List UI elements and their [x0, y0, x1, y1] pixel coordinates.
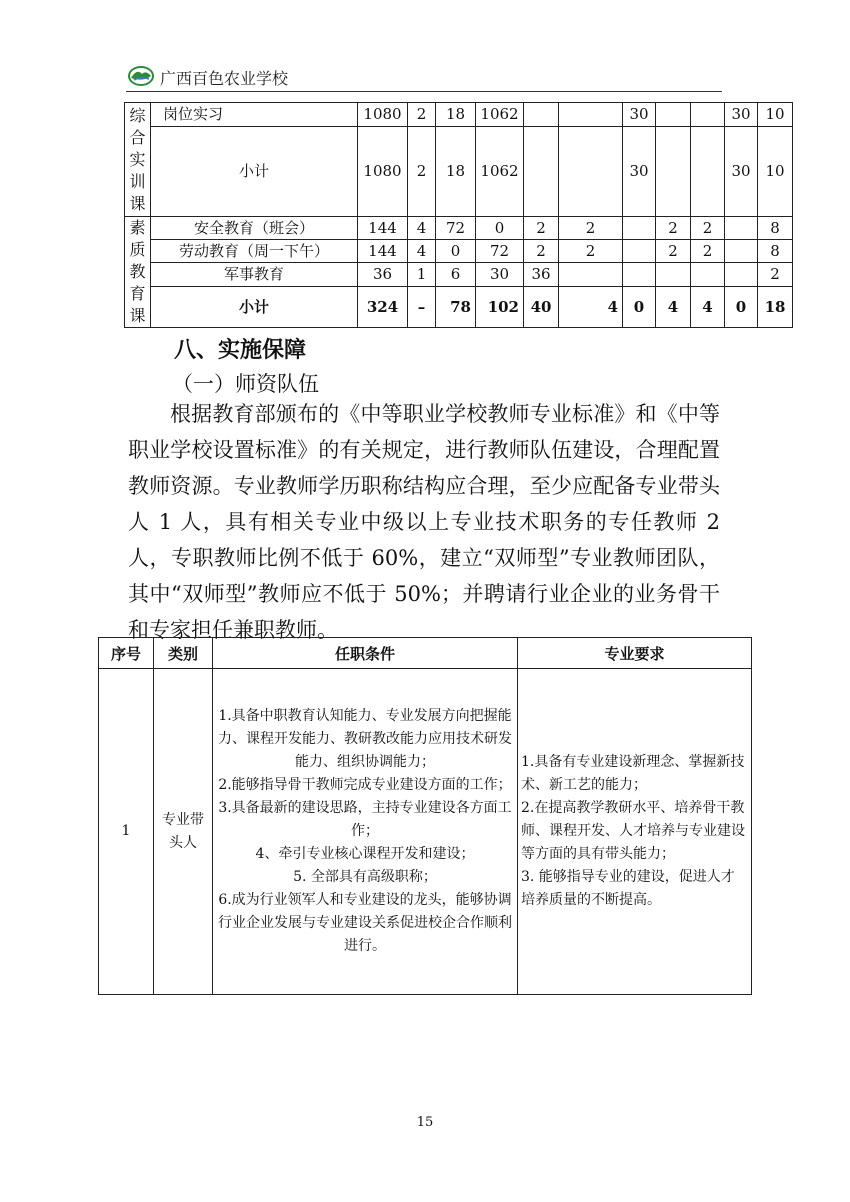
table-cell [691, 103, 725, 127]
course-name: 岗位实习 [151, 103, 358, 127]
table-row [125, 240, 793, 263]
table-cell [623, 217, 656, 240]
table-header-row [99, 638, 752, 669]
table-row [125, 263, 793, 287]
table-cell [524, 127, 559, 217]
table-cell: 72 [436, 217, 476, 240]
table-cell: 8 [758, 217, 793, 240]
table-cell: 78 [436, 287, 476, 328]
table-cell [559, 263, 623, 287]
table-cell: 30 [623, 127, 656, 217]
table-cell: 0 [436, 240, 476, 263]
table-cell [691, 127, 725, 217]
table-row [99, 669, 752, 995]
table-cell: 2 [691, 217, 725, 240]
table-cell [656, 127, 691, 217]
table-cell: – [408, 287, 436, 328]
table-cell: 324 [358, 287, 408, 328]
table-cell: 30 [725, 127, 758, 217]
row-index: 1 [99, 669, 154, 995]
section-subtitle: （一）师资队伍 [172, 372, 319, 396]
table-cell: 10 [758, 103, 793, 127]
table-cell [623, 263, 656, 287]
table-cell: 18 [436, 103, 476, 127]
table-cell: 10 [758, 127, 793, 217]
table-cell: 36 [524, 263, 559, 287]
school-name: 广西百色农业学校 [160, 69, 289, 88]
table-cell: 40 [524, 287, 559, 328]
subtotal-row [125, 287, 793, 328]
course-name: 小计 [151, 127, 358, 217]
table-cell: 4 [408, 240, 436, 263]
header-index: 序号 [99, 638, 154, 669]
table-cell: 144 [358, 217, 408, 240]
table-cell: 0 [476, 217, 524, 240]
table-cell: 0 [725, 287, 758, 328]
table-cell: 4 [656, 287, 691, 328]
page-header [126, 60, 722, 94]
table-cell [623, 240, 656, 263]
table-cell: 4 [691, 287, 725, 328]
table-cell: 2 [408, 103, 436, 127]
course-name: 安全教育（班会） [151, 217, 358, 240]
table-cell: 4 [559, 287, 623, 328]
course-name: 军事教育 [151, 263, 358, 287]
table-cell [656, 263, 691, 287]
page-number: 15 [416, 1115, 434, 1130]
table-row [125, 127, 793, 217]
category-cell: 素质教育课 [125, 217, 151, 328]
table-cell: 30 [725, 103, 758, 127]
table-row [125, 103, 793, 127]
table-cell: 2 [524, 240, 559, 263]
table-cell: 2 [408, 127, 436, 217]
row-category: 专业带头人 [154, 669, 213, 995]
school-logo-icon [128, 64, 154, 86]
table-cell: 2 [524, 217, 559, 240]
body-paragraph [128, 396, 720, 648]
table-cell: 30 [623, 103, 656, 127]
table-cell: 8 [758, 240, 793, 263]
table-cell: 18 [758, 287, 793, 328]
table-cell: 2 [559, 240, 623, 263]
table-cell: 1080 [358, 103, 408, 127]
teacher-requirements-table [98, 637, 752, 995]
table-cell: 1080 [358, 127, 408, 217]
table-cell: 1062 [476, 103, 524, 127]
section-title: 八、实施保障 [174, 338, 307, 363]
table-cell: 6 [436, 263, 476, 287]
curriculum-table [124, 102, 793, 328]
table-cell [725, 263, 758, 287]
course-name: 劳动教育（周一下午） [151, 240, 358, 263]
table-cell [725, 240, 758, 263]
category-cell: 综合实训课 [125, 103, 151, 217]
table-row [125, 217, 793, 240]
row-requirements: 1.具备有专业建设新理念、掌握新技术、新工艺的能力； 2.在提高教学教研水平、培养骨干教师、课程开发、人才培养与专业建设等方面的具有带头能力； 3. 能够指导专业的建设，促进人才培养质量的不断提高。 [518, 669, 752, 995]
table-cell: 36 [358, 263, 408, 287]
header-divider [126, 91, 722, 92]
table-cell: 144 [358, 240, 408, 263]
row-conditions: 1.具备中职教育认知能力、专业发展方向把握能力、课程开发能力、教研教改能力应用技术研发能力、组织协调能力； 2.能够指导骨干教师完成专业建设方面的工作； 3.具备最新的建设思路，主持专业建设各方面工作； 4、牵引专业核心课程开发和建设； 5. 全部具有高级职称； 6.成为行业领军人和专业建设的龙头，能够协调行业企业发展与专业建设关系促进校企合作顺利进行。 [213, 669, 518, 995]
table-cell: 102 [476, 287, 524, 328]
table-cell [691, 263, 725, 287]
table-cell: 2 [758, 263, 793, 287]
table-cell: 0 [623, 287, 656, 328]
paragraph-text: 根据教育部颁布的《中等职业学校教师专业标准》和《中等职业学校设置标准》的有关规定，进行教师队伍建设，合理配置教师资源。专业教师学历职称结构应合理，至少应配备专业带头人 1 人，具有相关专业中级以上专业技术职务的专任教师 2 人，专职教师比例不低于 60%，建立“双师型”专业教师团队，其中“双师型”教师应不低于 50%；并聘请行业企业的业务骨干和专家担任兼职教师。 [128, 402, 720, 642]
table-cell: 30 [476, 263, 524, 287]
table-cell: 2 [691, 240, 725, 263]
header-conditions: 任职条件 [213, 638, 518, 669]
table-cell [559, 103, 623, 127]
table-cell [725, 217, 758, 240]
table-cell: 2 [656, 217, 691, 240]
header-requirements: 专业要求 [518, 638, 752, 669]
table-cell: 18 [436, 127, 476, 217]
table-cell: 1 [408, 263, 436, 287]
table-cell [524, 103, 559, 127]
header-category: 类别 [154, 638, 213, 669]
table-cell: 1062 [476, 127, 524, 217]
table-cell: 2 [559, 217, 623, 240]
table-cell: 72 [476, 240, 524, 263]
table-cell: 4 [408, 217, 436, 240]
table-cell: 2 [656, 240, 691, 263]
table-cell [656, 103, 691, 127]
course-name: 小计 [151, 287, 358, 328]
table-cell [559, 127, 623, 217]
